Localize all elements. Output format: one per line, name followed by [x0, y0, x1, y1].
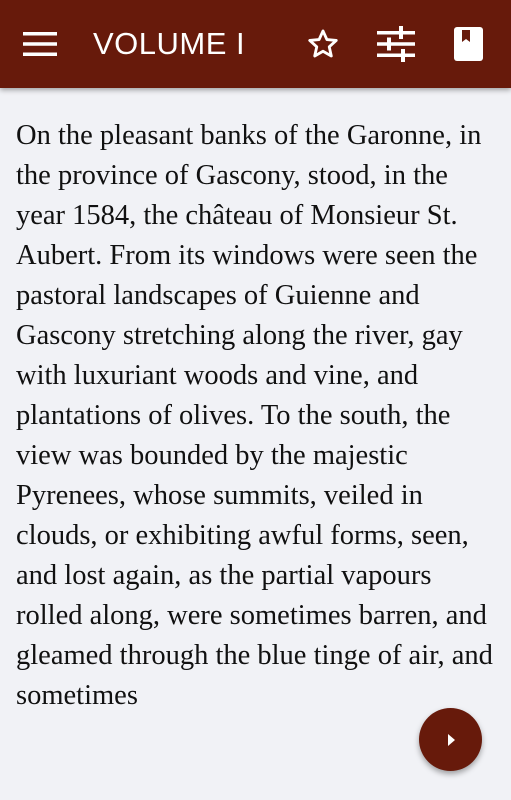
- play-arrow-icon: [441, 730, 461, 750]
- menu-icon[interactable]: [20, 24, 60, 64]
- next-page-button[interactable]: [419, 708, 482, 771]
- app-toolbar: [0, 0, 511, 88]
- book-title: VOLUME I: [93, 26, 246, 61]
- reading-content: [16, 116, 504, 800]
- star-outline-icon[interactable]: [303, 24, 343, 64]
- tune-sliders-icon[interactable]: [376, 24, 416, 64]
- book-icon[interactable]: [448, 24, 488, 64]
- paragraph-text: On the pleasant banks of the Garonne, in the province of Gascony, stood, in the year 1584, the château of Monsieur St. Aubert. From its windows were seen the pastoral landscapes of Guienne and Gascony stretching along the river, gay with luxuriant woods and vine, and plantations of olives. To the south, the view was bounded by the majestic Pyrenees, whose summits, veiled in clouds, or exhibiting awful forms, seen, and lost again, as the partial vapours rolled along, were sometimes barren, and gleamed through the blue tinge of air, and sometimes: [16, 120, 493, 711]
